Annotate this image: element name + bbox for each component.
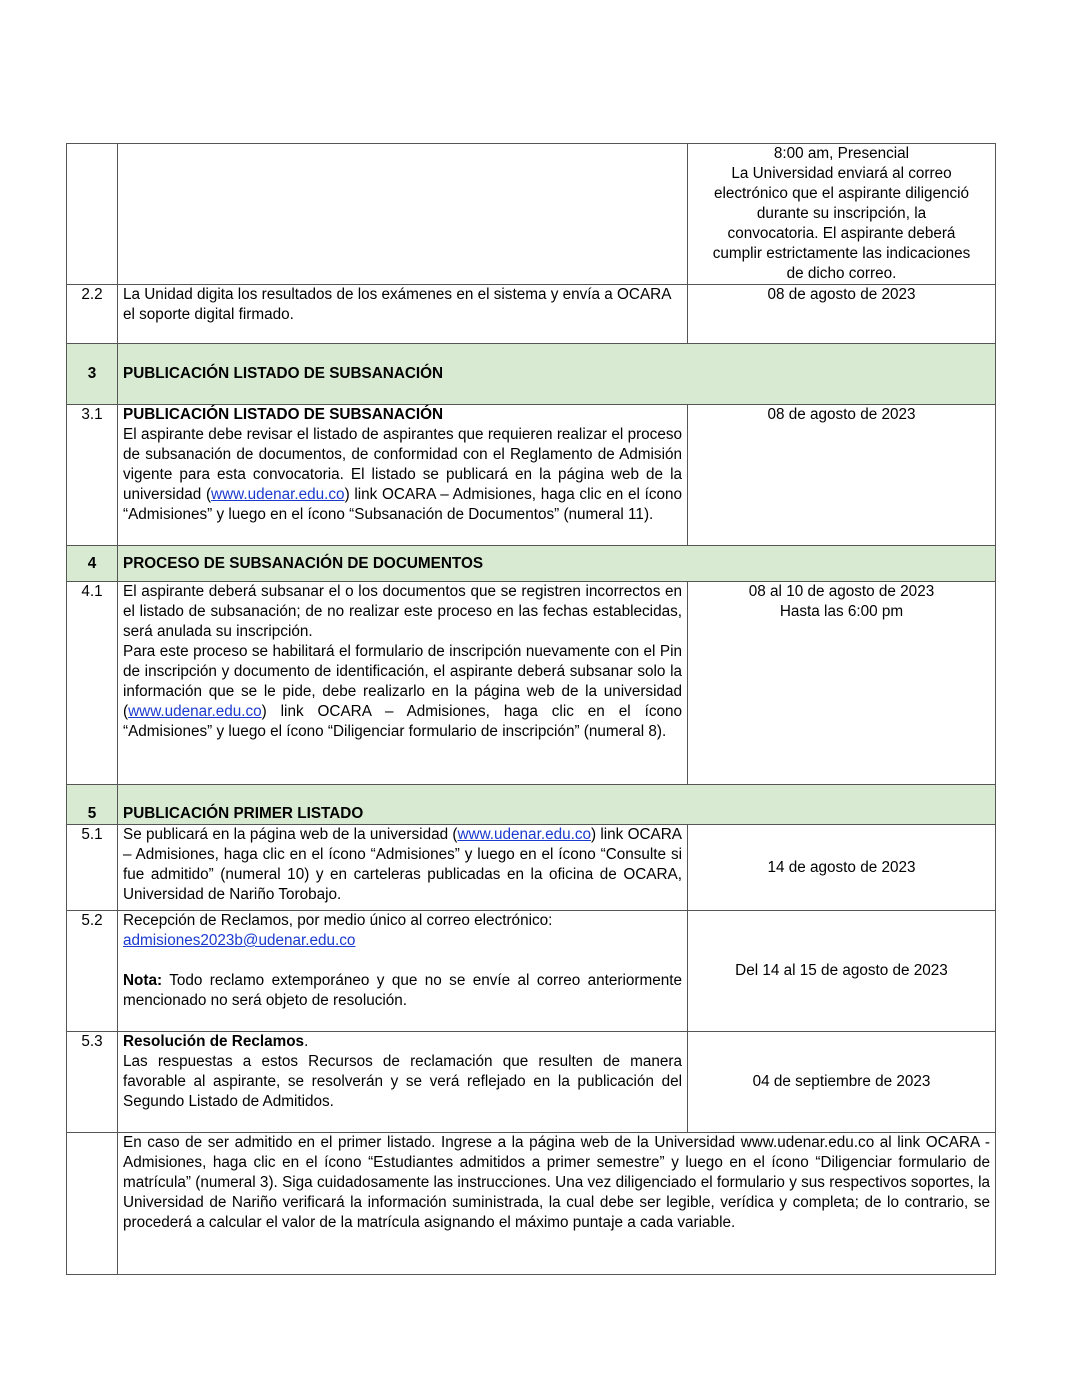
date-cell: 14 de agosto de 2023	[688, 825, 996, 911]
date-line: electrónico que el aspirante diligenció	[713, 185, 970, 202]
date-line: convocatoria. El aspirante deberá	[727, 225, 956, 242]
text-part: El aspirante debe revisar el listado de aspirantes que requieren realizar el proceso de subsanación de documentos, de conformidad con el Reglamento de Admisión vigente para esta convocatoria. El listado se publicará en la página web de la universidad (	[123, 426, 682, 503]
table-row	[67, 405, 996, 546]
activity-heading: PUBLICACIÓN LISTADO DE SUBSANACIÓN	[123, 406, 444, 423]
udenar-link[interactable]: www.udenar.edu.co	[457, 826, 591, 843]
activity-paragraph	[123, 642, 682, 742]
text-part: Se publicará en la página web de la universidad (	[123, 826, 458, 843]
table-row	[67, 911, 996, 1032]
activity-cell	[118, 911, 688, 1032]
text-part: ) link OCARA – Admisiones, haga clic en el ícono “Admisiones” y luego el ícono “Diligenciar formulario de inscripción” (numeral 8).	[123, 703, 682, 740]
activity-heading: Resolución de Reclamos	[123, 1033, 305, 1050]
row-number: 5.3	[67, 1032, 118, 1133]
table-row	[67, 144, 996, 285]
section-number: 4	[67, 546, 118, 582]
activity-text: Las respuestas a estos Recursos de reclamación que resulten de manera favorable al aspirante, se resolverán y se verá reflejado en la publicación del Segundo Listado de Admitidos.	[123, 1053, 682, 1110]
row-number: 5.2	[67, 911, 118, 1032]
date-cell	[688, 582, 996, 785]
row-number: 5.1	[67, 825, 118, 911]
text-part: Todo reclamo extemporáneo y que no se envíe al correo anteriormente mencionado no será objeto de resolución.	[123, 972, 682, 1009]
table-row	[67, 825, 996, 911]
activity-cell: Resolución de Reclamos. Las respuestas a estos Recursos de reclamación que resulten de manera favorable al aspirante, se resolverán y se verá reflejado en la publicación del Segundo Listado de Admitidos.	[118, 1032, 688, 1133]
table-row	[67, 1032, 996, 1133]
row-number-cell	[67, 1133, 118, 1275]
row-number-cell	[67, 144, 118, 285]
activity-text	[123, 425, 682, 525]
activity-text: Recepción de Reclamos, por medio único al correo electrónico:	[123, 912, 553, 929]
activity-paragraph: El aspirante deberá subsanar el o los documentos que se registren incorrectos en el listado de subsanación; de no realizar este proceso en las fechas establecidas, será anulada su inscripción.	[123, 583, 682, 640]
activity-cell	[118, 582, 688, 785]
section-title: PUBLICACIÓN PRIMER LISTADO	[118, 785, 996, 825]
admissions-email-link[interactable]: admisiones2023b@udenar.edu.co	[123, 932, 356, 949]
udenar-link[interactable]: www.udenar.edu.co	[211, 486, 345, 503]
section-number: 3	[67, 344, 118, 405]
table-row	[67, 582, 996, 785]
section-title: PROCESO DE SUBSANACIÓN DE DOCUMENTOS	[118, 546, 996, 582]
date-line: de dicho correo.	[786, 265, 897, 282]
section-header-row	[67, 344, 996, 405]
date-cell: 08 de agosto de 2023	[688, 285, 996, 344]
section-header-row	[67, 785, 996, 825]
table-row	[67, 1133, 996, 1275]
table-row	[67, 285, 996, 344]
activity-text: La Unidad digita los resultados de los exámenes en el sistema y envía a OCARA el soporte digital firmado.	[118, 285, 688, 344]
text-part: ) link OCARA – Admisiones, haga clic en el ícono “Admisiones” y luego en el ícono “Subsanación de Documentos” (numeral 11).	[123, 486, 682, 523]
activity-cell	[118, 825, 688, 911]
section-header-row	[67, 546, 996, 582]
date-line: 08 al 10 de agosto de 2023	[748, 583, 935, 600]
final-note: En caso de ser admitido en el primer listado. Ingrese a la página web de la Universidad www.udenar.edu.co al link OCARA - Admisiones, haga clic en el ícono “Estudiantes admitidos a primer semestre” y luego en el ícono “Diligenciar formulario de matrícula” (numeral 3). Siga cuidadosamente las instrucciones. Una vez diligenciado el formulario y sus respectivos soportes, la Universidad de Nariño verificará la información suministrada, la cual debe ser legible, verídica y completa; de lo contrario, se procederá a calcular el valor de la matrícula asignando el máximo puntaje a cada variable.	[118, 1133, 996, 1275]
note-label: Nota:	[123, 972, 163, 989]
note-text	[123, 971, 682, 1011]
date-line: cumplir estrictamente las indicaciones	[712, 245, 971, 262]
row-number: 2.2	[67, 285, 118, 344]
text-part: ) link OCARA – Admisiones, haga clic en el ícono “Admisiones” y luego en el ícono “Consulte si fue admitido” (numeral 10) y en carteleras publicadas en la oficina de OCARA, Universidad de Nariño Torobajo.	[123, 826, 683, 903]
date-line: 8:00 am, Presencial	[773, 145, 910, 162]
activity-cell	[118, 405, 688, 546]
date-cell: 04 de septiembre de 2023	[688, 1032, 996, 1133]
date-line: La Universidad enviará al correo	[731, 165, 952, 182]
date-line: durante su inscripción, la	[756, 205, 927, 222]
row-number: 4.1	[67, 582, 118, 785]
date-cell: 08 de agosto de 2023	[688, 405, 996, 546]
text-part: Para este proceso se habilitará el formulario de inscripción nuevamente con el Pin de inscripción y documento de identificación, el aspirante deberá subsanar solo la información que se le pide, debe realizarlo en la página web de la universidad (	[123, 643, 682, 720]
date-line: Hasta las 6:00 pm	[779, 603, 904, 620]
activity-cell	[118, 144, 688, 285]
section-number: 5	[67, 785, 118, 825]
row-number: 3.1	[67, 405, 118, 546]
date-cell: Del 14 al 15 de agosto de 2023	[688, 911, 996, 1032]
udenar-link[interactable]: www.udenar.edu.co	[128, 703, 262, 720]
section-title: PUBLICACIÓN LISTADO DE SUBSANACIÓN	[118, 344, 996, 405]
schedule-table	[66, 143, 996, 1275]
date-cell	[688, 144, 996, 285]
